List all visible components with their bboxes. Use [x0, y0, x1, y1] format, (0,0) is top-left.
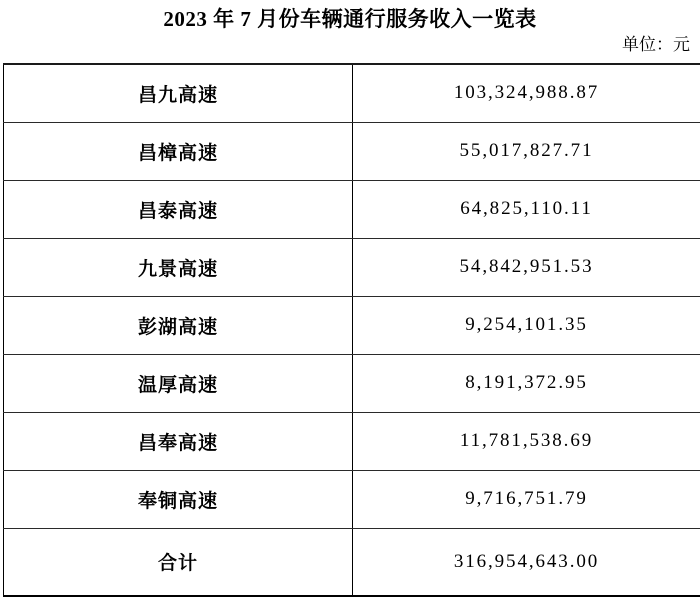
total-amount-cell: 316,954,643.00	[353, 528, 700, 596]
page-title: 2023 年 7 月份车辆通行服务收入一览表	[0, 5, 700, 34]
highway-name-cell: 昌泰高速	[4, 180, 353, 238]
amount-cell: 11,781,538.69	[353, 412, 700, 470]
table-row	[4, 122, 700, 180]
highway-name-cell: 九景高速	[4, 238, 353, 296]
highway-name-cell: 奉铜高速	[4, 470, 353, 528]
table-row	[4, 296, 700, 354]
amount-cell: 9,716,751.79	[353, 470, 700, 528]
table-row	[4, 64, 700, 122]
amount-cell: 55,017,827.71	[353, 122, 700, 180]
amount-cell: 54,842,951.53	[353, 238, 700, 296]
revenue-table	[3, 63, 700, 597]
highway-name-cell: 昌奉高速	[4, 412, 353, 470]
amount-cell: 9,254,101.35	[353, 296, 700, 354]
amount-cell: 64,825,110.11	[353, 180, 700, 238]
table-row	[4, 412, 700, 470]
highway-name-cell: 昌樟高速	[4, 122, 353, 180]
amount-cell: 103,324,988.87	[353, 64, 700, 122]
table-row-total	[4, 528, 700, 596]
highway-name-cell: 昌九高速	[4, 64, 353, 122]
unit-label: 单位：元	[0, 34, 690, 56]
table-row	[4, 354, 700, 412]
amount-cell: 8,191,372.95	[353, 354, 700, 412]
highway-name-cell: 彭湖高速	[4, 296, 353, 354]
table-row	[4, 238, 700, 296]
total-label-cell: 合计	[4, 528, 353, 596]
table-row	[4, 180, 700, 238]
table-row	[4, 470, 700, 528]
highway-name-cell: 温厚高速	[4, 354, 353, 412]
